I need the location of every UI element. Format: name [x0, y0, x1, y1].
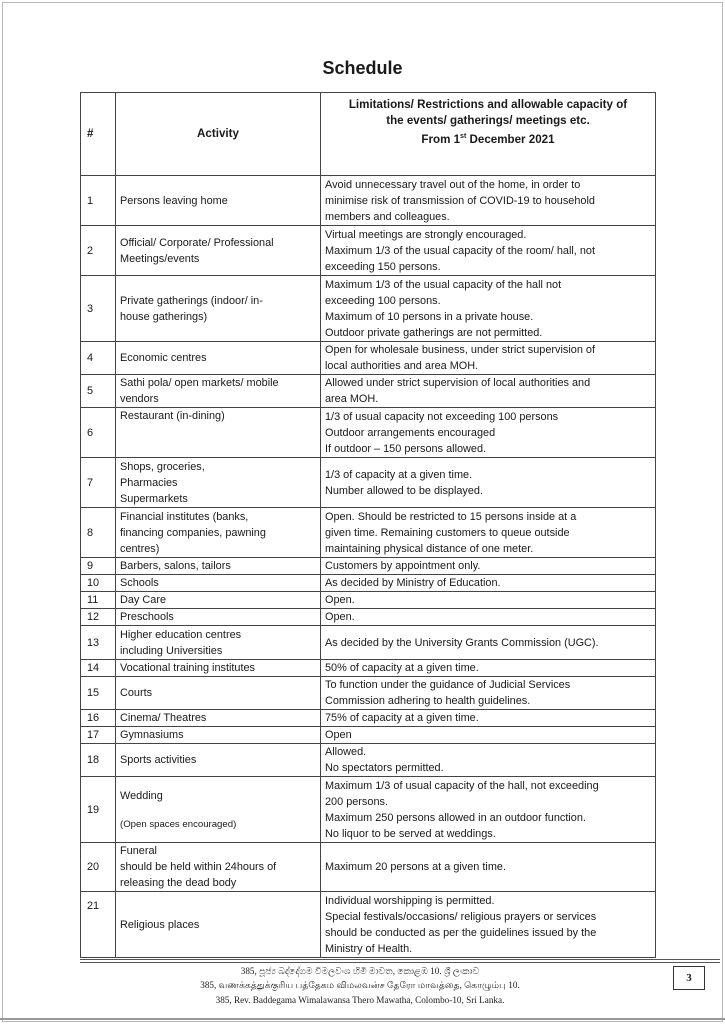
- row-activity: [116, 558, 321, 575]
- limitation-line: 50% of capacity at a given time.: [325, 662, 479, 674]
- address-sinhala: 385, පූජ්‍ය බද්දේගම විමලවංශ හිමි මාවත, කොළඹ 10. ශ්‍රී ලංකාව: [240, 966, 480, 976]
- footer-address: [80, 965, 640, 1008]
- limitation-line: Commission adhering to health guidelines.: [325, 695, 531, 707]
- activity-line: Meetings/events: [120, 252, 200, 265]
- row-number: 10: [81, 575, 116, 592]
- row-limitations: [321, 408, 656, 458]
- table-row: [81, 609, 656, 626]
- activity-line: Religious places: [120, 918, 200, 931]
- schedule-table: [80, 92, 656, 958]
- table-row: [81, 508, 656, 558]
- activity-line: Private gatherings (indoor/ in-: [120, 294, 263, 307]
- row-limitations: [321, 508, 656, 558]
- row-number: 12: [81, 609, 116, 626]
- footer-divider: [80, 962, 720, 963]
- row-activity: [116, 727, 321, 744]
- row-number: 14: [81, 660, 116, 677]
- row-activity: [116, 626, 321, 660]
- activity-line: Supermarkets: [120, 492, 188, 505]
- activity-line: Shops, groceries,: [120, 460, 205, 473]
- address-english: 385, Rev. Baddegama Wimalawansa Thero Mawatha, Colombo-10, Sri Lanka.: [215, 994, 505, 1005]
- activity-line: Sathi pola/ open markets/ mobile: [120, 377, 279, 389]
- limitation-line: Individual worshipping is permitted.: [325, 894, 495, 907]
- header-date-prefix: From 1: [421, 132, 461, 146]
- row-number: 18: [81, 744, 116, 777]
- row-number: 20: [81, 843, 116, 892]
- limitation-line: No spectators permitted.: [325, 762, 444, 774]
- limitation-line: Allowed under strict supervision of local authorities and: [325, 377, 591, 389]
- activity-line: Barbers, salons, tailors: [120, 560, 231, 572]
- row-number: 16: [81, 710, 116, 727]
- row-activity: [116, 609, 321, 626]
- row-activity: [116, 592, 321, 609]
- table-row: [81, 458, 656, 508]
- row-limitations: [321, 626, 656, 660]
- row-activity: [116, 677, 321, 710]
- table-row: [81, 408, 656, 458]
- activity-line: Gymnasiums: [120, 729, 184, 741]
- activity-line: releasing the dead body: [120, 877, 237, 889]
- limitation-line: Open.: [325, 611, 355, 623]
- limitation-line: local authorities and area MOH.: [325, 360, 479, 372]
- header-limitations-line: the events/ gatherings/ meetings etc.: [386, 114, 590, 127]
- row-limitations: [321, 592, 656, 609]
- limitation-line: If outdoor – 150 persons allowed.: [325, 442, 487, 455]
- activity-line: Sports activities: [120, 754, 197, 766]
- table-row: [81, 176, 656, 226]
- row-limitations: [321, 176, 656, 226]
- limitation-line: Number allowed to be displayed.: [325, 484, 484, 497]
- row-limitations: [321, 677, 656, 710]
- page-title: Schedule: [322, 58, 403, 78]
- header-activity: Activity: [116, 93, 321, 176]
- table-row: [81, 375, 656, 408]
- row-number: 2: [81, 226, 116, 276]
- activity-line: Financial institutes (banks,: [120, 510, 249, 523]
- limitation-line: 1/3 of capacity at a given time.: [325, 468, 473, 481]
- limitation-line: 1/3 of usual capacity not exceeding 100 persons: [325, 410, 559, 423]
- row-limitations: [321, 342, 656, 375]
- row-number: 5: [81, 375, 116, 408]
- table-row: [81, 710, 656, 727]
- activity-line: house gatherings): [120, 310, 208, 323]
- table-row: [81, 892, 656, 958]
- table-row: [81, 342, 656, 375]
- row-activity: [116, 777, 321, 843]
- row-limitations: [321, 226, 656, 276]
- row-number: 17: [81, 727, 116, 744]
- limitation-line: No liquor to be served at weddings.: [325, 827, 496, 840]
- limitation-line: As decided by the University Grants Commission (UGC).: [325, 636, 599, 649]
- row-activity: [116, 276, 321, 342]
- row-activity: [116, 660, 321, 677]
- header-date-suffix: December 2021: [466, 132, 555, 146]
- activity-line: centres): [120, 542, 160, 555]
- row-activity: [116, 458, 321, 508]
- row-activity: [116, 508, 321, 558]
- row-limitations: [321, 558, 656, 575]
- row-limitations: [321, 710, 656, 727]
- row-number: 9: [81, 558, 116, 575]
- page-bottom-edge: [0, 1018, 725, 1020]
- table-row: [81, 575, 656, 592]
- activity-line: Restaurant (in-dining): [120, 410, 225, 422]
- row-activity: [116, 375, 321, 408]
- limitation-line: minimise risk of transmission of COVID-19 to household: [325, 194, 595, 207]
- row-number: 11: [81, 592, 116, 609]
- page-number: 3: [673, 966, 705, 990]
- row-number: 4: [81, 342, 116, 375]
- limitation-line: As decided by Ministry of Education.: [325, 577, 501, 589]
- limitation-line: Maximum of 10 persons in a private house.: [325, 310, 534, 323]
- table-row: [81, 558, 656, 575]
- activity-line: Official/ Corporate/ Professional: [120, 236, 274, 249]
- table-row: [81, 660, 656, 677]
- table-row: [81, 777, 656, 843]
- limitation-line: Open: [325, 729, 352, 741]
- activity-note: (Open spaces encouraged): [120, 819, 237, 830]
- limitation-line: Open for wholesale business, under strict supervision of: [325, 344, 595, 356]
- limitation-line: given time. Remaining customers to queue outside: [325, 526, 570, 539]
- limitation-line: Customers by appointment only.: [325, 560, 481, 572]
- activity-line: Preschools: [120, 611, 174, 623]
- table-row: [81, 744, 656, 777]
- activity-line: vendors: [120, 393, 159, 405]
- row-activity: [116, 843, 321, 892]
- limitation-line: Open.: [325, 594, 355, 606]
- row-limitations: [321, 609, 656, 626]
- row-number: 15: [81, 677, 116, 710]
- table-row: [81, 677, 656, 710]
- row-limitations: [321, 660, 656, 677]
- table-body: [81, 176, 656, 958]
- limitation-line: exceeding 100 persons.: [325, 294, 441, 307]
- limitation-line: To function under the guidance of Judicial Services: [325, 679, 571, 691]
- row-limitations: [321, 575, 656, 592]
- activity-line: Pharmacies: [120, 476, 178, 489]
- row-number: 6: [81, 408, 116, 458]
- table-row: [81, 626, 656, 660]
- activity-line: Higher education centres: [120, 628, 242, 641]
- limitation-line: exceeding 150 persons.: [325, 260, 441, 273]
- row-activity: [116, 575, 321, 592]
- limitation-line: Virtual meetings are strongly encouraged.: [325, 228, 527, 241]
- limitation-line: Maximum 20 persons at a given time.: [325, 861, 506, 873]
- activity-line: Economic centres: [120, 352, 207, 364]
- header-date: [325, 129, 651, 148]
- row-number: 8: [81, 508, 116, 558]
- header-date-sup: st: [460, 133, 467, 140]
- table-row: [81, 276, 656, 342]
- limitation-line: Open. Should be restricted to 15 persons inside at a: [325, 510, 577, 523]
- row-activity: [116, 744, 321, 777]
- activity-line: Persons leaving home: [120, 194, 228, 207]
- limitation-line: Special festivals/occasions/ religious prayers or services: [325, 910, 597, 923]
- row-number: 13: [81, 626, 116, 660]
- row-limitations: [321, 744, 656, 777]
- header-limitations: [321, 93, 656, 176]
- row-number: 21: [81, 892, 116, 958]
- table-header-row: [81, 93, 656, 176]
- limitation-line: Maximum 1/3 of usual capacity of the hall, not exceeding: [325, 779, 599, 792]
- limitation-line: Allowed.: [325, 746, 367, 758]
- row-limitations: [321, 727, 656, 744]
- row-number: 3: [81, 276, 116, 342]
- limitation-line: area MOH.: [325, 393, 379, 405]
- row-limitations: [321, 843, 656, 892]
- row-activity: [116, 710, 321, 727]
- limitation-line: Maximum 1/3 of the usual capacity of the hall not: [325, 278, 562, 291]
- row-activity: [116, 226, 321, 276]
- activity-line: Courts: [120, 687, 153, 699]
- limitation-line: Avoid unnecessary travel out of the home, in order to: [325, 178, 581, 191]
- row-number: 19: [81, 777, 116, 843]
- row-limitations: [321, 892, 656, 958]
- row-limitations: [321, 276, 656, 342]
- limitation-line: Outdoor private gatherings are not permitted.: [325, 326, 543, 339]
- row-number: 1: [81, 176, 116, 226]
- row-number: 7: [81, 458, 116, 508]
- limitation-line: Maximum 250 persons allowed in an outdoor function.: [325, 811, 586, 824]
- activity-line: Funeral: [120, 845, 157, 857]
- limitation-line: Outdoor arrangements encouraged: [325, 426, 496, 439]
- limitation-line: maintaining physical distance of one meter.: [325, 542, 534, 555]
- row-limitations: [321, 375, 656, 408]
- activity-line: Wedding: [120, 790, 163, 802]
- header-number: #: [81, 93, 116, 176]
- limitation-line: members and colleagues.: [325, 210, 450, 223]
- table-row: [81, 226, 656, 276]
- limitation-line: 200 persons.: [325, 795, 388, 808]
- activity-line: should be held within 24hours of: [120, 861, 277, 873]
- table-row: [81, 727, 656, 744]
- activity-line: Schools: [120, 577, 159, 589]
- header-limitations-line: Limitations/ Restrictions and allowable capacity of: [348, 98, 628, 111]
- limitation-line: Ministry of Health.: [325, 942, 413, 955]
- row-activity: [116, 892, 321, 958]
- table-row: [81, 592, 656, 609]
- row-limitations: [321, 777, 656, 843]
- limitation-line: 75% of capacity at a given time.: [325, 712, 479, 724]
- limitation-line: Maximum 1/3 of the usual capacity of the room/ hall, not: [325, 244, 595, 257]
- activity-line: Cinema/ Theatres: [120, 712, 207, 724]
- activity-line: financing companies, pawning: [120, 526, 266, 539]
- table-row: [81, 843, 656, 892]
- row-activity: [116, 408, 321, 458]
- activity-line: Day Care: [120, 594, 166, 606]
- activity-line: Vocational training institutes: [120, 662, 256, 674]
- row-activity: [116, 342, 321, 375]
- row-limitations: [321, 458, 656, 508]
- address-tamil: 385, வணக்கத்துக்குரிய பத்தேகம விமலவன்ச தேரோ மாவத்தை, கொழும்பு 10.: [200, 980, 520, 991]
- activity-line: including Universities: [120, 644, 223, 657]
- limitation-line: should be conducted as per the guidelines issued by the: [325, 926, 597, 939]
- footer-divider: [80, 959, 720, 960]
- row-activity: [116, 176, 321, 226]
